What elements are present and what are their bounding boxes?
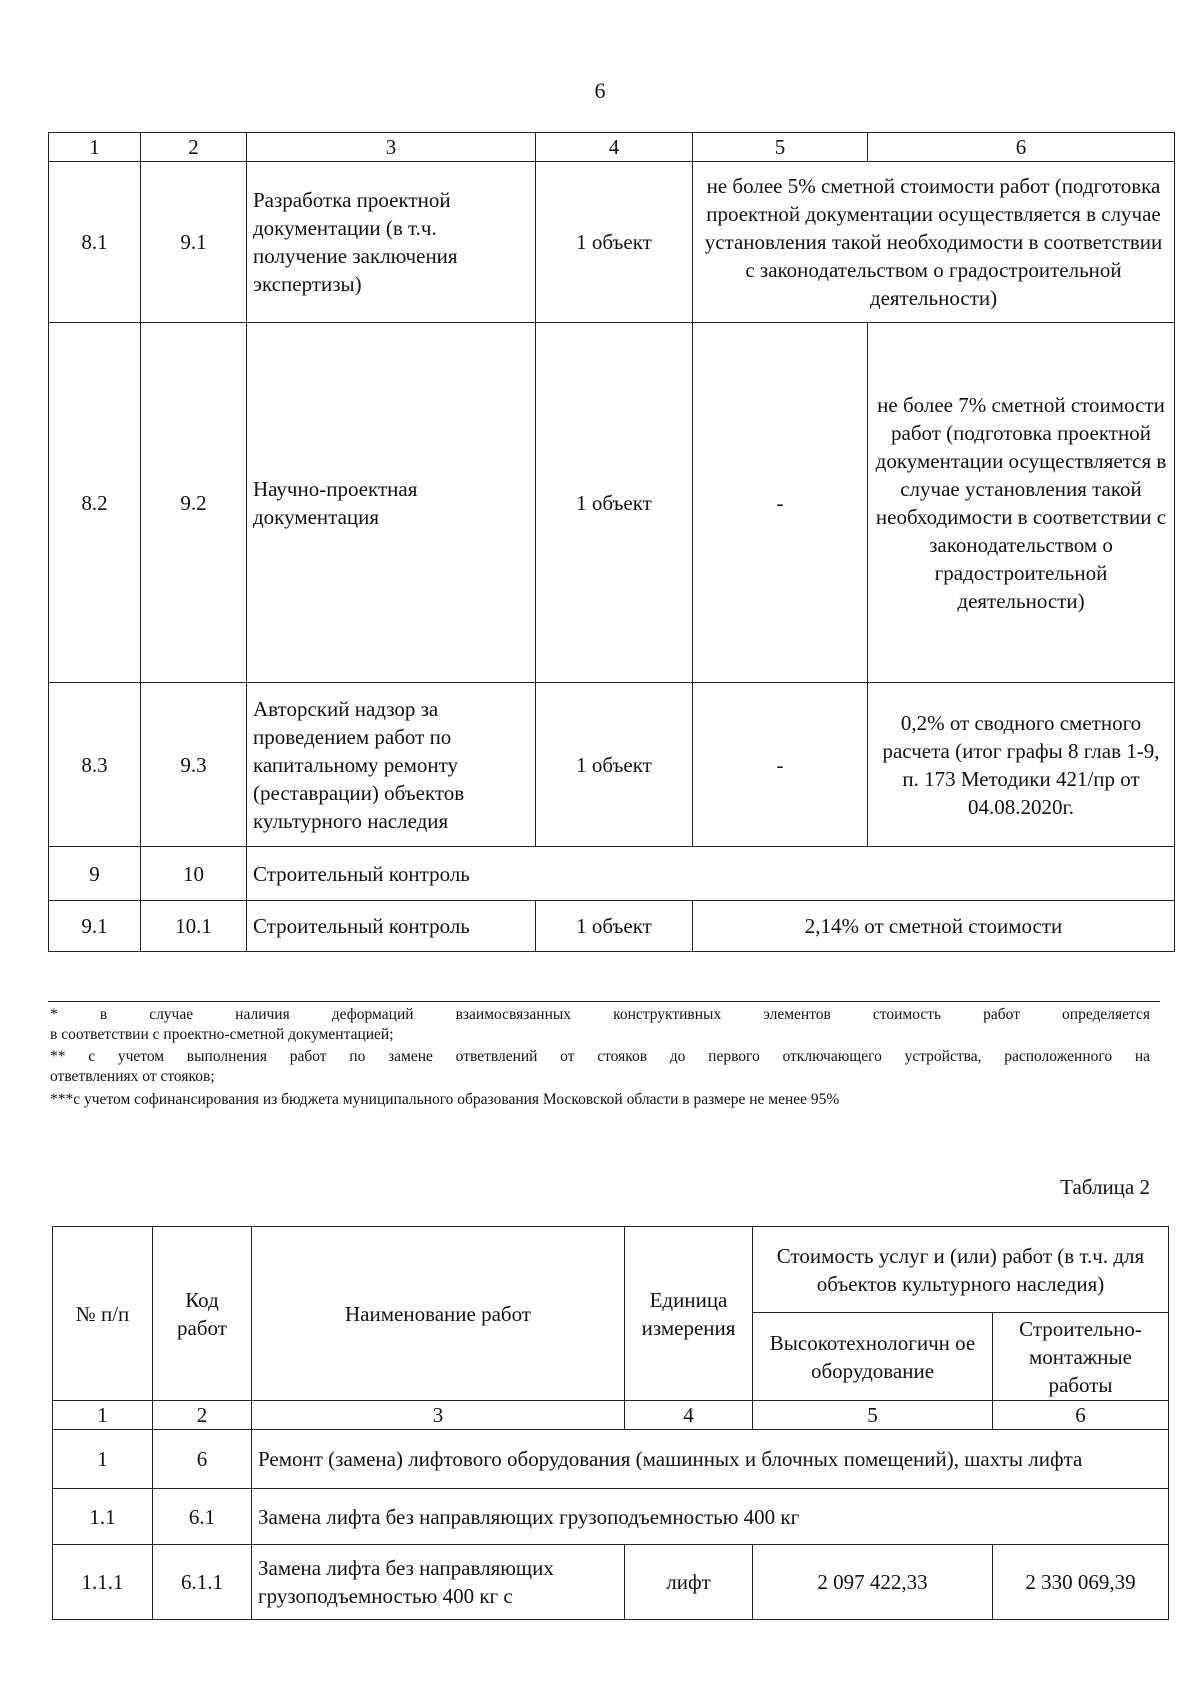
row-name: Строительный контроль xyxy=(247,847,1175,901)
footnote-1-cont: в соответствии с проектно-сметной документацией; xyxy=(50,1026,394,1043)
footnote-divider xyxy=(48,1001,1160,1002)
row-unit: 1 объект xyxy=(536,162,693,323)
row-name: Авторский надзор за проведением работ по капитальному ремонту (реставрации) объектов культурного наследия xyxy=(247,683,536,847)
row-number: 8.1 xyxy=(49,162,141,323)
col-number: 4 xyxy=(536,133,693,162)
table-row xyxy=(53,1430,1169,1489)
footnote-2-cont: ответвлениях от стояков; xyxy=(50,1068,215,1085)
row-number: 8.3 xyxy=(49,683,141,847)
row-number: 9 xyxy=(49,847,141,901)
header-name: Наименование работ xyxy=(252,1227,625,1401)
row-number: 9.1 xyxy=(49,901,141,952)
col-number: 2 xyxy=(141,133,247,162)
table-row xyxy=(53,1489,1169,1545)
col-number: 5 xyxy=(753,1401,993,1430)
col-number: 6 xyxy=(868,133,1175,162)
lift-works-cost-table xyxy=(52,1226,1169,1620)
row-code: 6.1.1 xyxy=(153,1545,252,1620)
row-name: Замена лифта без направляющих грузоподъемностью 400 кг xyxy=(252,1489,1169,1545)
col-number: 3 xyxy=(252,1401,625,1430)
header-unit: Единица измерения xyxy=(625,1227,753,1401)
header-equipment: Высокотехнологичн ое оборудование xyxy=(753,1313,993,1401)
row-number: 1.1.1 xyxy=(53,1545,153,1620)
page-number: 6 xyxy=(594,78,606,103)
row-code: 9.1 xyxy=(141,162,247,323)
row-unit: 1 объект xyxy=(536,323,693,683)
header-code: Код работ xyxy=(153,1227,252,1401)
works-cost-table-continued xyxy=(48,132,1175,952)
col-number: 4 xyxy=(625,1401,753,1430)
footnote-1: * в случае наличия деформаций взаимосвязанных конструктивных элементов стоимость работ определяется xyxy=(50,1006,1150,1023)
row-cost: 2,14% от сметной стоимости xyxy=(693,901,1175,952)
table-row xyxy=(53,1545,1169,1620)
row-code: 10 xyxy=(141,847,247,901)
row-name: Разработка проектной документации (в т.ч. получение заключения экспертизы) xyxy=(247,162,536,323)
row-name: Ремонт (замена) лифтового оборудования (машинных и блочных помещений), шахты лифта xyxy=(252,1430,1169,1489)
col-number: 6 xyxy=(993,1401,1169,1430)
row-equipment-cost: 2 097 422,33 xyxy=(753,1545,993,1620)
row-col5: - xyxy=(693,323,868,683)
row-col5: - xyxy=(693,683,868,847)
header-construction: Строительно-монтажные работы xyxy=(993,1313,1169,1401)
row-code: 10.1 xyxy=(141,901,247,952)
table-row xyxy=(49,323,1175,683)
col-number: 1 xyxy=(53,1401,153,1430)
row-col6: не более 7% сметной стоимости работ (подготовка проектной документации осуществляется в случае установления такой необходимости в соответствии с законодательством о градостроительной деятельности) xyxy=(868,323,1175,683)
row-col6: 0,2% от сводного сметного расчета (итог графы 8 глав 1-9, п. 173 Методики 421/пр от 04.08.2020г. xyxy=(868,683,1175,847)
col-number: 5 xyxy=(693,133,868,162)
header-num: № п/п xyxy=(53,1227,153,1401)
row-code: 9.2 xyxy=(141,323,247,683)
row-name: Замена лифта без направляющих грузоподъемностью 400 кг с xyxy=(252,1545,625,1620)
row-code: 9.3 xyxy=(141,683,247,847)
row-unit: 1 объект xyxy=(536,683,693,847)
column-number-row xyxy=(49,133,1175,162)
row-code: 6 xyxy=(153,1430,252,1489)
col-number: 2 xyxy=(153,1401,252,1430)
row-unit: 1 объект xyxy=(536,901,693,952)
row-number: 8.2 xyxy=(49,323,141,683)
table-caption: Таблица 2 xyxy=(1060,1175,1150,1199)
row-code: 6.1 xyxy=(153,1489,252,1545)
column-number-row xyxy=(53,1401,1169,1430)
col-number: 1 xyxy=(49,133,141,162)
row-number: 1.1 xyxy=(53,1489,153,1545)
header-row xyxy=(53,1227,1169,1313)
table-row xyxy=(49,683,1175,847)
footnote-2: ** с учетом выполнения работ по замене ответвлений от стояков до первого отключающего устройства, расположенного на xyxy=(50,1048,1150,1065)
table-row xyxy=(49,901,1175,952)
table-row xyxy=(49,162,1175,323)
row-cost: не более 5% сметной стоимости работ (подготовка проектной документации осуществляется в случае установления такой необходимости в соответствии с законодательством о градостроительной деятельности) xyxy=(693,162,1175,323)
row-name: Научно-проектная документация xyxy=(247,323,536,683)
col-number: 3 xyxy=(247,133,536,162)
header-cost: Стоимость услуг и (или) работ (в т.ч. для объектов культурного наследия) xyxy=(753,1227,1169,1313)
footnote-3: ***с учетом софинансирования из бюджета муниципального образования Московской области в размере не менее 95% xyxy=(50,1091,840,1108)
row-name: Строительный контроль xyxy=(247,901,536,952)
row-unit: лифт xyxy=(625,1545,753,1620)
row-construction-cost: 2 330 069,39 xyxy=(993,1545,1169,1620)
row-number: 1 xyxy=(53,1430,153,1489)
table-row xyxy=(49,847,1175,901)
